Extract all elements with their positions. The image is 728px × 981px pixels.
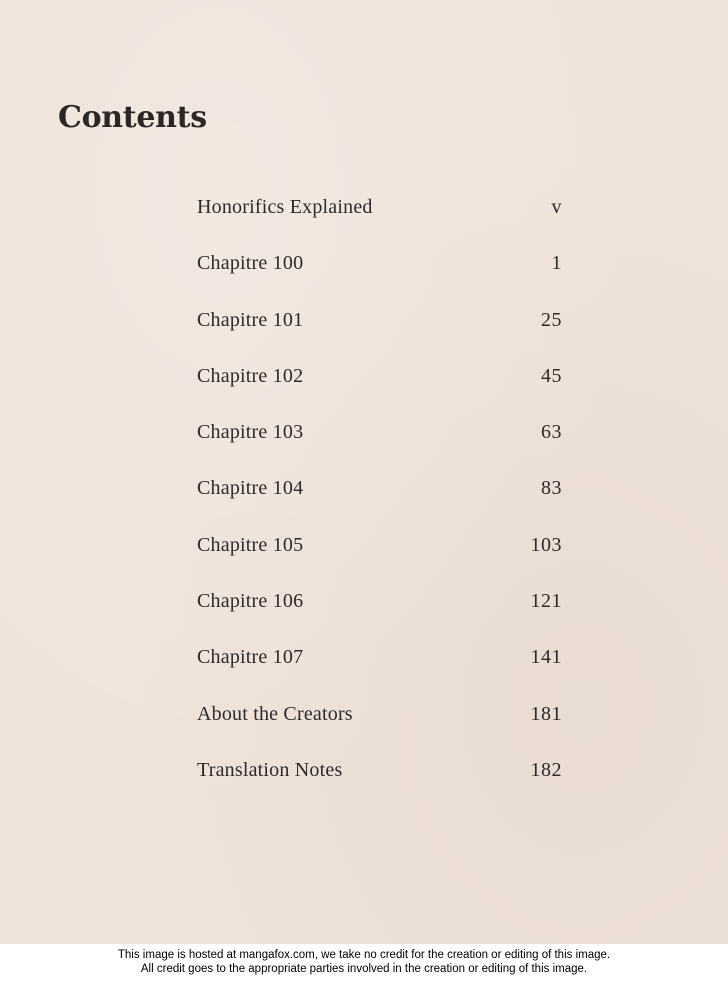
table-of-contents xyxy=(196,192,564,811)
toc-entry-label: Translation Notes xyxy=(197,758,343,781)
toc-entry xyxy=(196,642,564,698)
toc-entry xyxy=(196,305,564,361)
toc-entry-page-number: 103 xyxy=(530,533,562,556)
toc-entry-label: Chapitre 106 xyxy=(197,590,304,613)
toc-entry-page-number: 181 xyxy=(530,702,562,725)
disclaimer-line-1: This image is hosted at mangafox.com, we take no credit for the creation or editing of this image. xyxy=(117,949,611,961)
toc-entry xyxy=(196,417,564,473)
toc-entry-page-number: 25 xyxy=(541,308,562,331)
toc-entry xyxy=(196,473,564,529)
toc-entry xyxy=(196,530,564,586)
toc-entry-page-number: 83 xyxy=(541,477,562,500)
toc-entry-page-number: 45 xyxy=(541,364,562,387)
toc-entry-label: About the Creators xyxy=(197,702,353,725)
disclaimer-line-2: All credit goes to the appropriate parties involved in the creation or editing of this image. xyxy=(140,963,588,975)
toc-entry-page-number: 1 xyxy=(551,252,562,275)
toc-entry xyxy=(196,586,564,642)
toc-entry-page-number: v xyxy=(551,196,562,218)
toc-entry-label: Chapitre 104 xyxy=(197,477,304,500)
toc-entry xyxy=(196,699,564,755)
toc-entry-label: Chapitre 102 xyxy=(197,364,304,387)
toc-entry-label: Chapitre 105 xyxy=(197,533,304,556)
toc-entry-label: Chapitre 103 xyxy=(197,421,304,444)
toc-entry-page-number: 141 xyxy=(530,646,562,669)
toc-entry-page-number: 182 xyxy=(530,758,562,781)
toc-entry xyxy=(196,755,564,811)
toc-entry-label: Chapitre 101 xyxy=(197,308,304,331)
hosting-disclaimer xyxy=(0,948,728,976)
toc-entry-page-number: 121 xyxy=(530,590,562,613)
toc-entry-label: Chapitre 100 xyxy=(197,252,304,275)
toc-entry xyxy=(196,361,564,417)
page-title: Contents xyxy=(58,100,207,135)
toc-entry xyxy=(196,192,564,248)
toc-entry-page-number: 63 xyxy=(541,421,562,444)
toc-entry xyxy=(196,248,564,304)
toc-entry-label: Honorifics Explained xyxy=(197,196,373,218)
toc-entry-label: Chapitre 107 xyxy=(197,646,304,669)
